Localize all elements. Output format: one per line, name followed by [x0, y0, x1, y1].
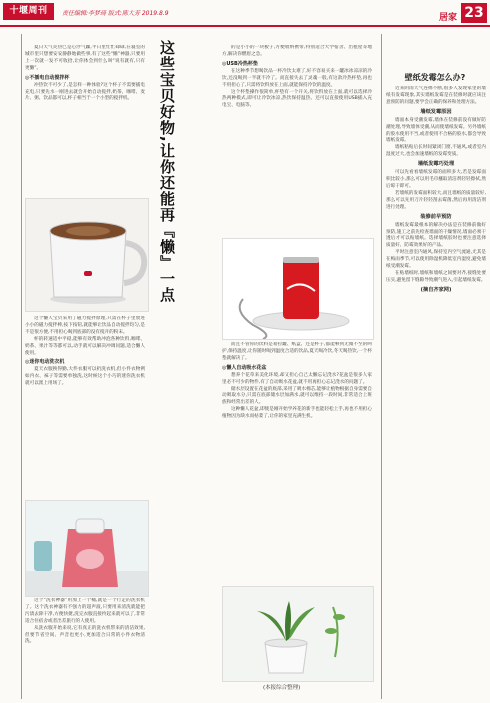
editor-info: 责任编辑:李梦琦 版式:陈大芳 2019.8.9: [62, 10, 169, 17]
sidebar-credit: (摘自齐家网): [420, 286, 452, 293]
paragraph: 这种懒人花盆,即使是刚开始学养花的新手也能轻松上手,再也不用担心植物因为缺水而枯萎了,让你的家里充满生机。: [222, 407, 372, 420]
usb-coaster-photo: [222, 238, 374, 340]
paragraph: 这个“洗衣神器”用加上一个桶,就是一个行走的洗衣机了。这个洗衣神器有不强力的超声波,只要用来清洗就能把污渍去除干净,方便快捷,洗完衣服直接拎起来就可以了,非常适合住宿舍或者出差旅行的人使用。: [25, 598, 145, 624]
paragraph: 夏天衣服换得勤,大件衣服可以扔洗衣机,但小件衣物例如内衣、袜子等需要单独洗,这时候这个小巧的迷你洗衣机就可以派上用场了。: [25, 367, 145, 387]
paragraph: 墙面本身受潮发霉,墙体在装修前没有做好防潮处理,导致墙体受潮,从而使墙纸发霉。另外墙纸的胶水使用不当,或者使用不合格的胶水,都会导致墙纸发霉。: [386, 117, 486, 144]
left-margin-rule: [21, 34, 22, 699]
sidebar-subheading: 装修前早预防: [420, 213, 452, 220]
sidebar-title: 壁纸发霉怎么办?: [404, 73, 466, 82]
header-rule: [0, 25, 490, 27]
washing-machine-icon: [26, 501, 148, 596]
subheading-washing-machine: ◎迷你电动洗衣机: [25, 359, 65, 366]
sidebar-subheading: 墙纸发霉巧处理: [417, 161, 455, 168]
coaster-can-icon: [223, 239, 373, 339]
column-divider: [381, 34, 382, 699]
paragraph: 在贴墙纸时,墙纸和墙纸之间要对齐,接缝处要压实,避免留下缝隙导致潮气进入,引起墙纸发霉。: [386, 270, 486, 283]
flowerpot-photo: [222, 586, 374, 682]
article-column-2b: [222, 342, 372, 577]
article-credit: (本报综合整理): [263, 685, 301, 691]
paragraph: 想养个花草来美化环境,却又担心自己太懒忘记浇水?花盆是很多人家里必不可少的物件,有了自动吸水花盆,就不用再担心忘记浇水的问题了。: [222, 372, 372, 385]
subheading-usb-coaster: ◎USB冷热杯垫: [222, 60, 258, 67]
subheading-flowerpot: ◎懒人自动吸水花盆: [222, 364, 267, 371]
paragraph: 这个杯垫操作很简单,杯垫有一个开关,将饮料放在上面,就可以选择冷热两种模式,即可让冷饮冰凉,热饮保持温热。还可以直接使用USB插入充电宝、电脑等。: [222, 89, 372, 109]
article-intro: 夏日天气炎热已是心浮气躁,平日里忙忙碌碌,在寝室的城市里只想要安安静静地做些事,有了这些“懒”神器,只要用上一次就一发不可收拾,让你体会到什么叫“说有就有,只有更懒”。: [25, 45, 145, 71]
paragraph: 墙纸粘贴后长时间紧闭门窗,不通风,或者室内湿度过大,也会加速墙纸的发霉变质。: [386, 145, 486, 158]
paragraph: 这个懒人宝贝采用了磁力搅拌原理,只需在杯子里放进小小的磁力搅拌棒,按下按钮,就能够让饮品自动搅拌均匀,是不是很方便,不用担心喝到底部的没有搅开的粉末。: [25, 316, 145, 335]
paragraph: 储水层设置在花盆的底部,采用了吸水棉芯,能够让植物根据自身需要自动吸取水分,只需在底部储水层加满水,就可以维持一段时间,非常适合上班族和经常出差的人。: [222, 386, 372, 406]
flowerpot-icon: [223, 587, 373, 681]
sidebar-subheading: 墙纸发霉原因: [420, 108, 452, 115]
paragraph: 的是小小的一块板子,方便收纳携带,特别适合大学宿舍、出租屋等地方,解决你燃眉之急。: [222, 45, 372, 57]
section-title: 居家: [439, 13, 458, 23]
page-header: [0, 0, 490, 30]
stirring-cup-icon: [26, 199, 148, 311]
paragraph: 可以先看看墙纸发霉的面积多大,若是发霉面积比较小,那么可以用毛巾蘸取清洁剂轻轻擦拭,然后晾干即可。: [386, 170, 486, 189]
paragraph: 近来阴雨天气连绵不断,很多人发现家里的墙纸有发霉现象,其实墙纸发霉是在装修时就应该注意预防的问题,要学会正确的保养和处理方法。: [386, 86, 486, 105]
paragraph: 而且不管你的饮料是易拉罐、纸盒、还是杯子,都能够到无微不至的呵护,保持温度,让你随时喝到温度合适的饮品,夏天喝冷饮,冬天喝热饮,一个杯垫就解决了。: [222, 342, 372, 361]
paragraph: 在这种季节想喝饮品一杯冷饮太难了,好不容易买来一罐冰冰凉凉的冷饮,还没喝到一半就不冷了。而直接失去了灵魂一般,有这款冷热杯垫,再也不用担心了,只需将饮料放在上面,就能保持冷饮的温度。: [222, 68, 372, 88]
paragraph: 墙纸发霉最根本的解决办法是在装修前做好预防,施工之前先检查墙面的干燥情况,墙面必须干透后才可以贴墙纸。选择墙纸胶时也要注意选择质量好、防霉效果好的产品。: [386, 222, 486, 249]
paragraph: 若墙纸的发霉面积较大,而且墙纸的质量较好,那么可以先用刀片轻轻刮去霉菌,然后再用清洁剂进行处理。: [386, 190, 486, 210]
paragraph: 从洗衣服开始来说,它有真正的洗衣机带来的清洁效果,但要节省空间、声音也更小,更加适合日常的小件衣物清洗。: [25, 625, 145, 645]
newspaper-logo: 十堰周刊: [3, 3, 54, 20]
washing-machine-photo: [25, 500, 149, 597]
paragraph: 冲热饮不可少了,是怎样一种体验?这个杯子不需要插电充电,只要先水一刚进去就会开始自动搅拌,奶茶、咖啡、麦片、粥、饮品都可以,杯子相当于一个小型的搅拌机。: [25, 82, 145, 102]
paragraph: 平时注意室内通风,保持室内空气流通,尤其是在梅雨季节,可以使用除湿机降低室内湿度,避免墙纸受潮发霉。: [386, 250, 486, 270]
sidebar-article: [386, 86, 486, 696]
article-column-1c: [25, 598, 145, 698]
article-title: 这些宝贝好物,让你还能再『懒』一点: [158, 40, 176, 303]
stirring-cup-photo: [25, 198, 149, 312]
article-column-2: [222, 45, 372, 235]
paragraph: 杯的转速适中平稳,能够有效帮助冲泡各种饮料,咖啡、奶茶、果汁等等都可以,动手就可以解决冲调问题,适合懒人使用。: [25, 336, 145, 356]
subheading-stirring-cup: ◎不插电自动搅拌杯: [25, 74, 70, 81]
article-column-1: [25, 45, 145, 195]
page-number: 23: [461, 3, 487, 23]
